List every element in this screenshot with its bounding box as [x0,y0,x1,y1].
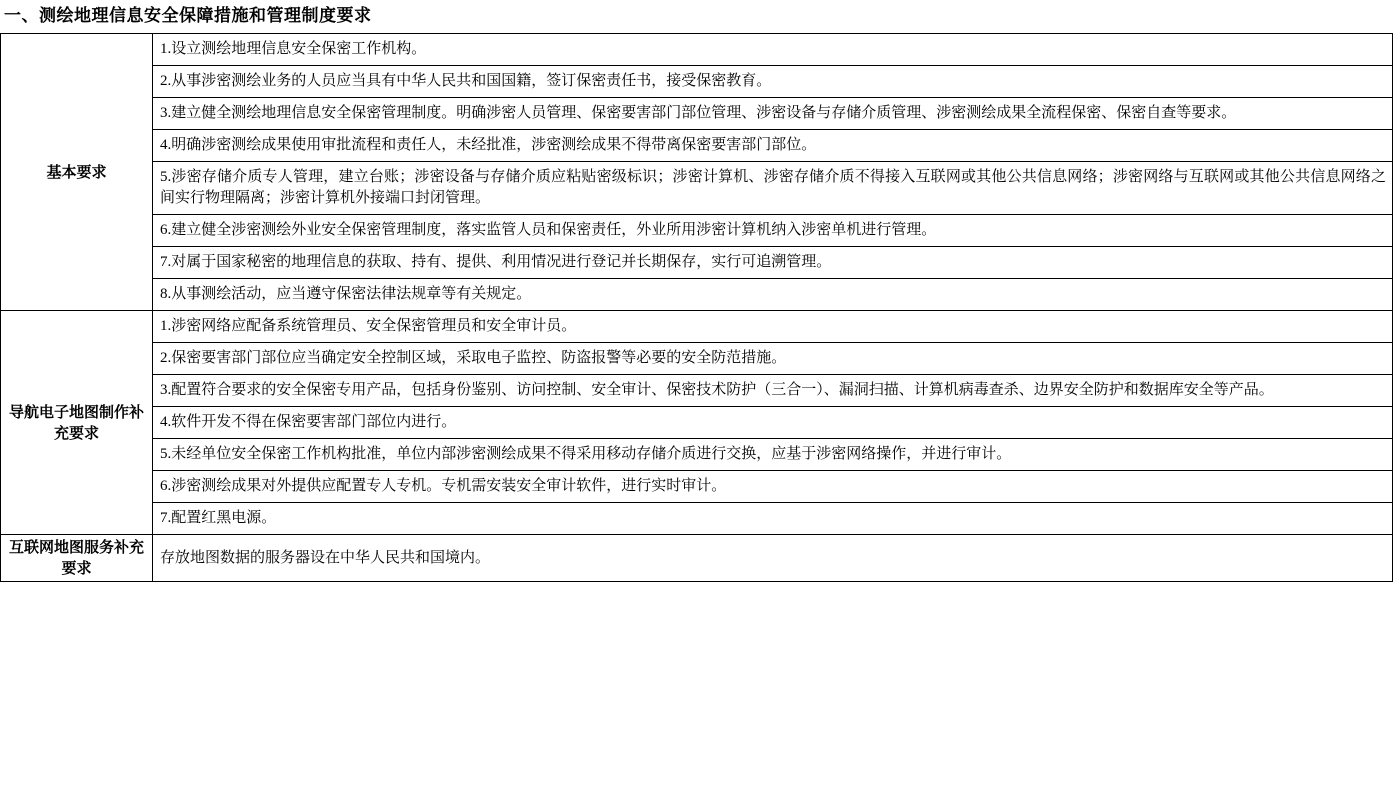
table-row [1,34,1393,66]
requirement-item: 4.软件开发不得在保密要害部门部位内进行。 [153,407,1393,439]
requirement-item: 3.配置符合要求的安全保密专用产品，包括身份鉴别、访问控制、安全审计、保密技术防护（三合一）、漏洞扫描、计算机病毒查杀、边界安全防护和数据库安全等产品。 [153,375,1393,407]
table-row [1,407,1393,439]
table-row [1,162,1393,215]
table-row [1,247,1393,279]
requirement-item: 5.涉密存储介质专人管理，建立台账；涉密设备与存储介质应粘贴密级标识；涉密计算机、涉密存储介质不得接入互联网或其他公共信息网络；涉密网络与互联网或其他公共信息网络之间实行物理隔离；涉密计算机外接端口封闭管理。 [153,162,1393,215]
table-row [1,311,1393,343]
requirement-item: 6.涉密测绘成果对外提供应配置专人专机。专机需安装安全审计软件，进行实时审计。 [153,471,1393,503]
requirement-item: 6.建立健全涉密测绘外业安全保密管理制度，落实监管人员和保密责任，外业所用涉密计算机纳入涉密单机进行管理。 [153,215,1393,247]
requirement-item: 1.设立测绘地理信息安全保密工作机构。 [153,34,1393,66]
category-label-internet-map: 互联网地图服务补充要求 [1,535,153,582]
requirement-item: 8.从事测绘活动，应当遵守保密法律法规章等有关规定。 [153,279,1393,311]
table-row [1,98,1393,130]
page-title: 一、测绘地理信息安全保障措施和管理制度要求 [4,6,372,25]
category-label-navigation: 导航电子地图制作补充要求 [1,311,153,535]
table-row [1,343,1393,375]
category-label-basic: 基本要求 [1,34,153,311]
requirement-item: 3.建立健全测绘地理信息安全保密管理制度。明确涉密人员管理、保密要害部门部位管理、涉密设备与存储介质管理、涉密测绘成果全流程保密、保密自查等要求。 [153,98,1393,130]
table-row [1,439,1393,471]
table-row [1,215,1393,247]
requirement-item: 7.对属于国家秘密的地理信息的获取、持有、提供、利用情况进行登记并长期保存，实行可追溯管理。 [153,247,1393,279]
requirement-item: 2.保密要害部门部位应当确定安全控制区域，采取电子监控、防盗报警等必要的安全防范措施。 [153,343,1393,375]
requirement-item: 7.配置红黑电源。 [153,503,1393,535]
table-row [1,503,1393,535]
requirement-item: 1.涉密网络应配备系统管理员、安全保密管理员和安全审计员。 [153,311,1393,343]
table-row [1,375,1393,407]
table-row [1,535,1393,582]
table-row [1,130,1393,162]
requirements-table [0,33,1393,582]
requirement-item: 4.明确涉密测绘成果使用审批流程和责任人，未经批准，涉密测绘成果不得带离保密要害部门部位。 [153,130,1393,162]
requirement-item: 存放地图数据的服务器设在中华人民共和国境内。 [153,535,1393,582]
requirement-item: 2.从事涉密测绘业务的人员应当具有中华人民共和国国籍，签订保密责任书，接受保密教育。 [153,66,1393,98]
table-row [1,66,1393,98]
requirement-item: 5.未经单位安全保密工作机构批准，单位内部涉密测绘成果不得采用移动存储介质进行交换，应基于涉密网络操作，并进行审计。 [153,439,1393,471]
table-row [1,471,1393,503]
table-row [1,279,1393,311]
